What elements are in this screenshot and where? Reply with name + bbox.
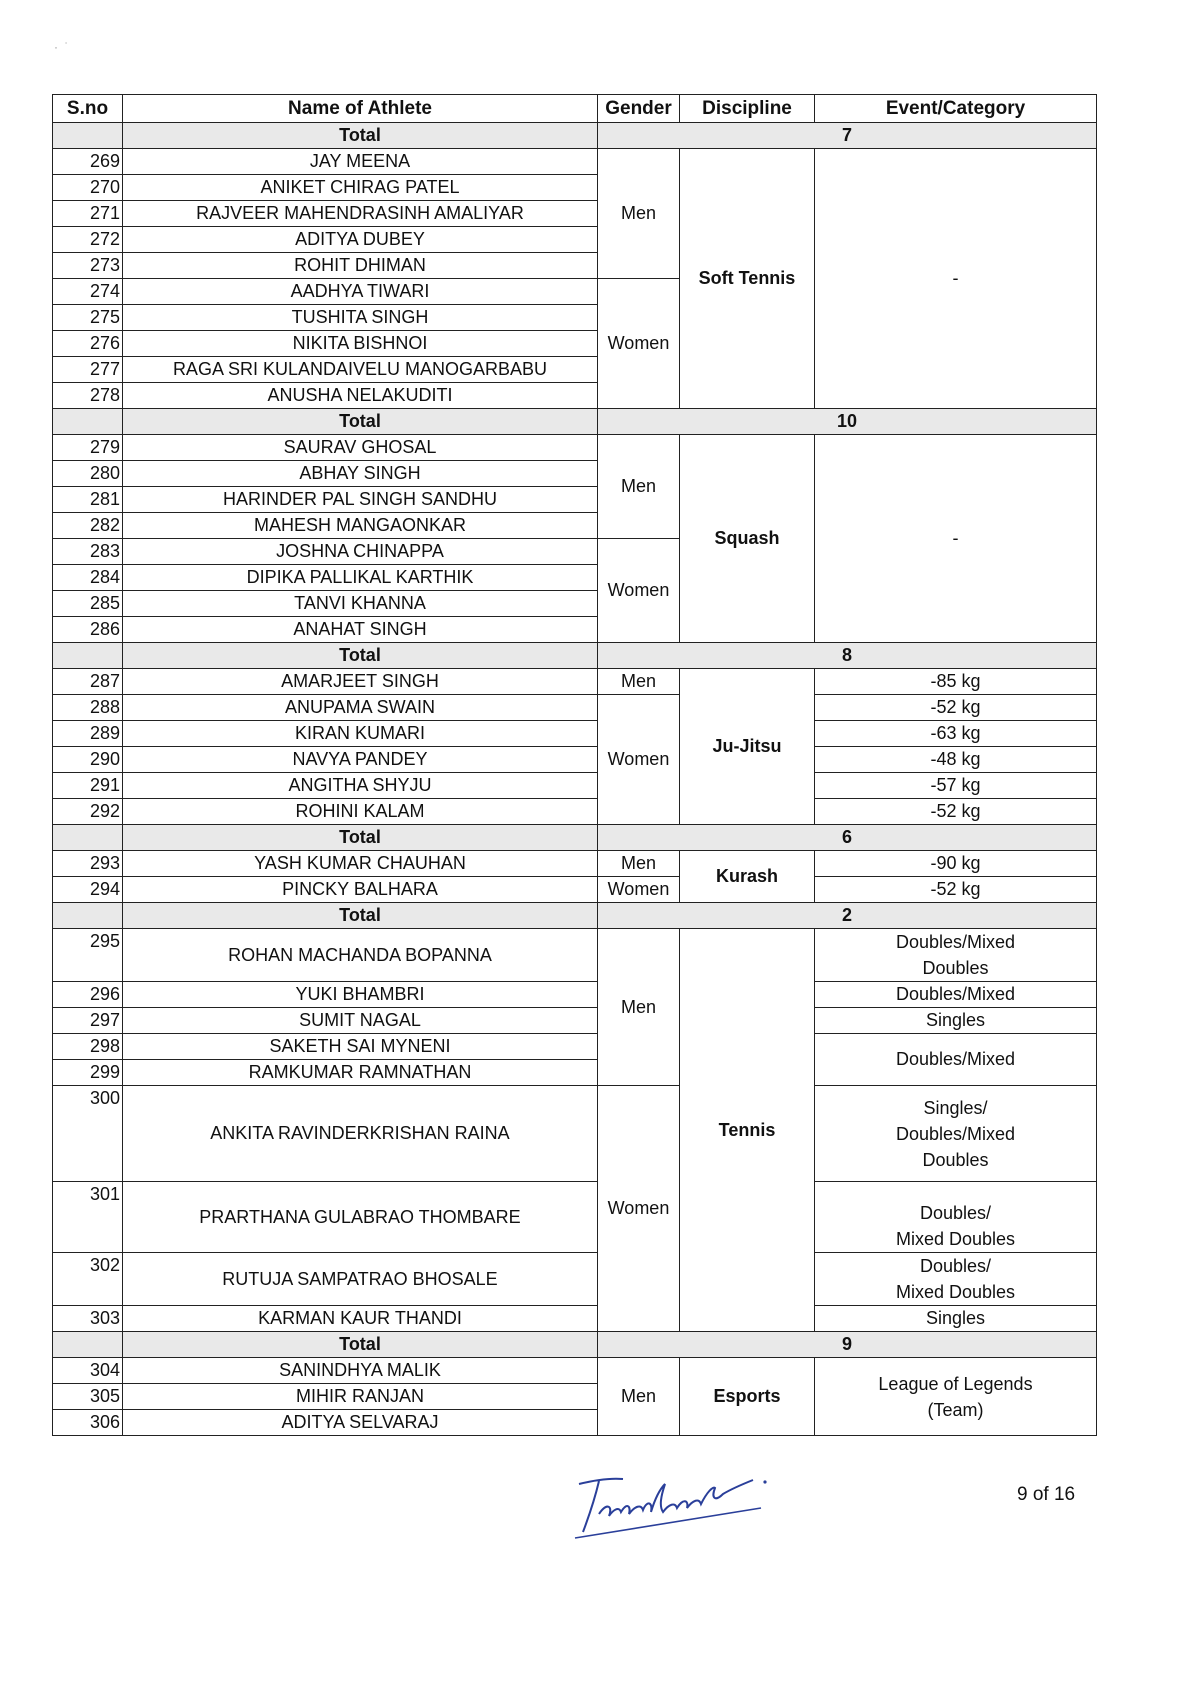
discipline-cell: Esports: [680, 1358, 815, 1436]
event-cell: Singles: [815, 1306, 1097, 1332]
gender-cell: Men: [598, 435, 680, 539]
total-label: Total: [123, 903, 598, 929]
sno-cell: 303: [53, 1306, 123, 1332]
athlete-name: DIPIKA PALLIKAL KARTHIK: [123, 565, 598, 591]
sno-cell: 295: [53, 929, 123, 982]
gender-cell: Men: [598, 851, 680, 877]
gender-cell: Women: [598, 695, 680, 825]
table-row: [53, 1086, 1097, 1182]
sno-cell: 284: [53, 565, 123, 591]
sno-cell: 279: [53, 435, 123, 461]
table-row: [53, 1034, 1097, 1060]
discipline-cell: Kurash: [680, 851, 815, 903]
sno-cell: 290: [53, 747, 123, 773]
table-row: [53, 149, 1097, 175]
athlete-name: ROHINI KALAM: [123, 799, 598, 825]
athlete-name: ANUSHA NELAKUDITI: [123, 383, 598, 409]
table-header-row: [53, 95, 1097, 123]
athlete-name: KARMAN KAUR THANDI: [123, 1306, 598, 1332]
athlete-name: SAURAV GHOSAL: [123, 435, 598, 461]
event-line: Doubles: [922, 1149, 989, 1170]
total-blank: [53, 409, 123, 435]
discipline-cell: Tennis: [680, 929, 815, 1332]
total-row: [53, 903, 1097, 929]
header-gender: Gender: [598, 95, 680, 123]
athlete-name: YUKI BHAMBRI: [123, 982, 598, 1008]
event-cell: Singles: [815, 1008, 1097, 1034]
sno-cell: 297: [53, 1008, 123, 1034]
gender-cell: Men: [598, 669, 680, 695]
event-cell: -52 kg: [815, 695, 1097, 721]
athlete-name: TANVI KHANNA: [123, 591, 598, 617]
athlete-name: RAJVEER MAHENDRASINH AMALIYAR: [123, 201, 598, 227]
gender-cell: Women: [598, 279, 680, 409]
sno-cell: 280: [53, 461, 123, 487]
gender-cell: Women: [598, 877, 680, 903]
event-cell: -52 kg: [815, 799, 1097, 825]
event-cell: [815, 1253, 1097, 1306]
total-row: [53, 825, 1097, 851]
athlete-name: TUSHITA SINGH: [123, 305, 598, 331]
table-row: [53, 721, 1097, 747]
event-cell: [815, 1086, 1097, 1182]
athlete-name: AMARJEET SINGH: [123, 669, 598, 695]
total-label: Total: [123, 1332, 598, 1358]
event-line: League of Legends: [878, 1373, 1033, 1394]
sno-cell: 304: [53, 1358, 123, 1384]
athlete-name: ABHAY SINGH: [123, 461, 598, 487]
total-row: [53, 123, 1097, 149]
event-cell: [815, 1358, 1097, 1436]
event-line: Doubles/Mixed: [895, 1123, 1016, 1144]
sno-cell: 299: [53, 1060, 123, 1086]
sno-cell: 277: [53, 357, 123, 383]
event-cell: -: [815, 149, 1097, 409]
table-row: [53, 747, 1097, 773]
table-row: [53, 1182, 1097, 1253]
total-blank: [53, 903, 123, 929]
event-line: Mixed Doubles: [895, 1229, 1016, 1249]
event-cell: -85 kg: [815, 669, 1097, 695]
gender-cell: Men: [598, 149, 680, 279]
event-cell: -: [815, 435, 1097, 643]
event-cell: -52 kg: [815, 877, 1097, 903]
sno-cell: 282: [53, 513, 123, 539]
sno-cell: 288: [53, 695, 123, 721]
sno-cell: 285: [53, 591, 123, 617]
gender-cell: Women: [598, 1086, 680, 1332]
table-row: [53, 1306, 1097, 1332]
athlete-name: ADITYA SELVARAJ: [123, 1410, 598, 1436]
sno-cell: 302: [53, 1253, 123, 1306]
header-discipline: Discipline: [680, 95, 815, 123]
signature-image: [565, 1462, 770, 1542]
total-label: Total: [123, 409, 598, 435]
sno-cell: 296: [53, 982, 123, 1008]
athlete-name: ANAHAT SINGH: [123, 617, 598, 643]
sno-cell: 287: [53, 669, 123, 695]
table-row: [53, 982, 1097, 1008]
athlete-name: RUTUJA SAMPATRAO BHOSALE: [123, 1253, 598, 1306]
athlete-name: PINCKY BALHARA: [123, 877, 598, 903]
event-cell: Doubles/Mixed: [815, 982, 1097, 1008]
athlete-name: MIHIR RANJAN: [123, 1384, 598, 1410]
sno-cell: 271: [53, 201, 123, 227]
athlete-name: ANIKET CHIRAG PATEL: [123, 175, 598, 201]
scan-speck: · ˙: [54, 40, 69, 54]
table-row: [53, 851, 1097, 877]
gender-cell: Women: [598, 539, 680, 643]
sno-cell: 283: [53, 539, 123, 565]
event-cell: [815, 929, 1097, 982]
total-blank: [53, 123, 123, 149]
table-row: [53, 1253, 1097, 1306]
event-cell: -48 kg: [815, 747, 1097, 773]
page-number: 9 of 16: [1017, 1484, 1076, 1505]
event-line: Doubles: [922, 958, 989, 978]
event-line: Singles/: [923, 1097, 988, 1118]
sno-cell: 289: [53, 721, 123, 747]
event-line: Mixed Doubles: [895, 1282, 1016, 1302]
header-event: Event/Category: [815, 95, 1097, 123]
table-row: [53, 773, 1097, 799]
athlete-name: KIRAN KUMARI: [123, 721, 598, 747]
table-row: [53, 1008, 1097, 1034]
total-value: 8: [598, 643, 1097, 669]
header-sno: S.no: [53, 95, 123, 123]
total-row: [53, 409, 1097, 435]
total-row: [53, 1332, 1097, 1358]
table-row: [53, 929, 1097, 982]
athlete-name: JAY MEENA: [123, 149, 598, 175]
sno-cell: 301: [53, 1182, 123, 1253]
athlete-name: SAKETH SAI MYNENI: [123, 1034, 598, 1060]
table-row: [53, 695, 1097, 721]
athlete-name: ANGITHA SHYJU: [123, 773, 598, 799]
athlete-name: ROHAN MACHANDA BOPANNA: [123, 929, 598, 982]
sno-cell: 300: [53, 1086, 123, 1182]
athlete-name: AADHYA TIWARI: [123, 279, 598, 305]
athlete-name: HARINDER PAL SINGH SANDHU: [123, 487, 598, 513]
event-line: (Team): [927, 1399, 984, 1420]
athlete-name: NIKITA BISHNOI: [123, 331, 598, 357]
event-line: Doubles/: [919, 1256, 992, 1276]
athlete-name: JOSHNA CHINAPPA: [123, 539, 598, 565]
event-line: Doubles/: [919, 1203, 992, 1223]
athlete-name: MAHESH MANGAONKAR: [123, 513, 598, 539]
total-blank: [53, 643, 123, 669]
total-value: 7: [598, 123, 1097, 149]
event-cell: Doubles/Mixed: [815, 1034, 1097, 1086]
total-row: [53, 643, 1097, 669]
sno-cell: 286: [53, 617, 123, 643]
sno-cell: 273: [53, 253, 123, 279]
table-row: [53, 435, 1097, 461]
athlete-name: ANUPAMA SWAIN: [123, 695, 598, 721]
total-blank: [53, 1332, 123, 1358]
event-cell: [815, 1182, 1097, 1253]
total-value: 10: [598, 409, 1097, 435]
total-blank: [53, 825, 123, 851]
event-cell: -90 kg: [815, 851, 1097, 877]
total-label: Total: [123, 825, 598, 851]
athlete-name: ROHIT DHIMAN: [123, 253, 598, 279]
sno-cell: 276: [53, 331, 123, 357]
total-value: 2: [598, 903, 1097, 929]
event-cell: -63 kg: [815, 721, 1097, 747]
sno-cell: 269: [53, 149, 123, 175]
athlete-name: SANINDHYA MALIK: [123, 1358, 598, 1384]
athlete-name: NAVYA PANDEY: [123, 747, 598, 773]
table-row: [53, 669, 1097, 695]
athlete-name: PRARTHANA GULABRAO THOMBARE: [123, 1182, 598, 1253]
sno-cell: 298: [53, 1034, 123, 1060]
athlete-name: SUMIT NAGAL: [123, 1008, 598, 1034]
total-label: Total: [123, 643, 598, 669]
event-cell: -57 kg: [815, 773, 1097, 799]
sno-cell: 293: [53, 851, 123, 877]
sno-cell: 281: [53, 487, 123, 513]
table-row: [53, 877, 1097, 903]
gender-cell: Men: [598, 1358, 680, 1436]
table-row: [53, 1358, 1097, 1384]
table-row: [53, 799, 1097, 825]
athlete-name: YASH KUMAR CHAUHAN: [123, 851, 598, 877]
athlete-roster-table: [52, 94, 1097, 1436]
event-line: Doubles/Mixed: [895, 932, 1016, 952]
gender-cell: Men: [598, 929, 680, 1086]
sno-cell: 294: [53, 877, 123, 903]
header-name: Name of Athlete: [123, 95, 598, 123]
athlete-name: ANKITA RAVINDERKRISHAN RAINA: [123, 1086, 598, 1182]
sno-cell: 291: [53, 773, 123, 799]
sno-cell: 278: [53, 383, 123, 409]
athlete-name: RAGA SRI KULANDAIVELU MANOGARBABU: [123, 357, 598, 383]
sno-cell: 272: [53, 227, 123, 253]
discipline-cell: Ju-Jitsu: [680, 669, 815, 825]
sno-cell: 270: [53, 175, 123, 201]
total-label: Total: [123, 123, 598, 149]
athlete-name: ADITYA DUBEY: [123, 227, 598, 253]
sno-cell: 306: [53, 1410, 123, 1436]
discipline-cell: Soft Tennis: [680, 149, 815, 409]
sno-cell: 274: [53, 279, 123, 305]
sno-cell: 292: [53, 799, 123, 825]
sno-cell: 275: [53, 305, 123, 331]
total-value: 6: [598, 825, 1097, 851]
athlete-name: RAMKUMAR RAMNATHAN: [123, 1060, 598, 1086]
discipline-cell: Squash: [680, 435, 815, 643]
sno-cell: 305: [53, 1384, 123, 1410]
total-value: 9: [598, 1332, 1097, 1358]
